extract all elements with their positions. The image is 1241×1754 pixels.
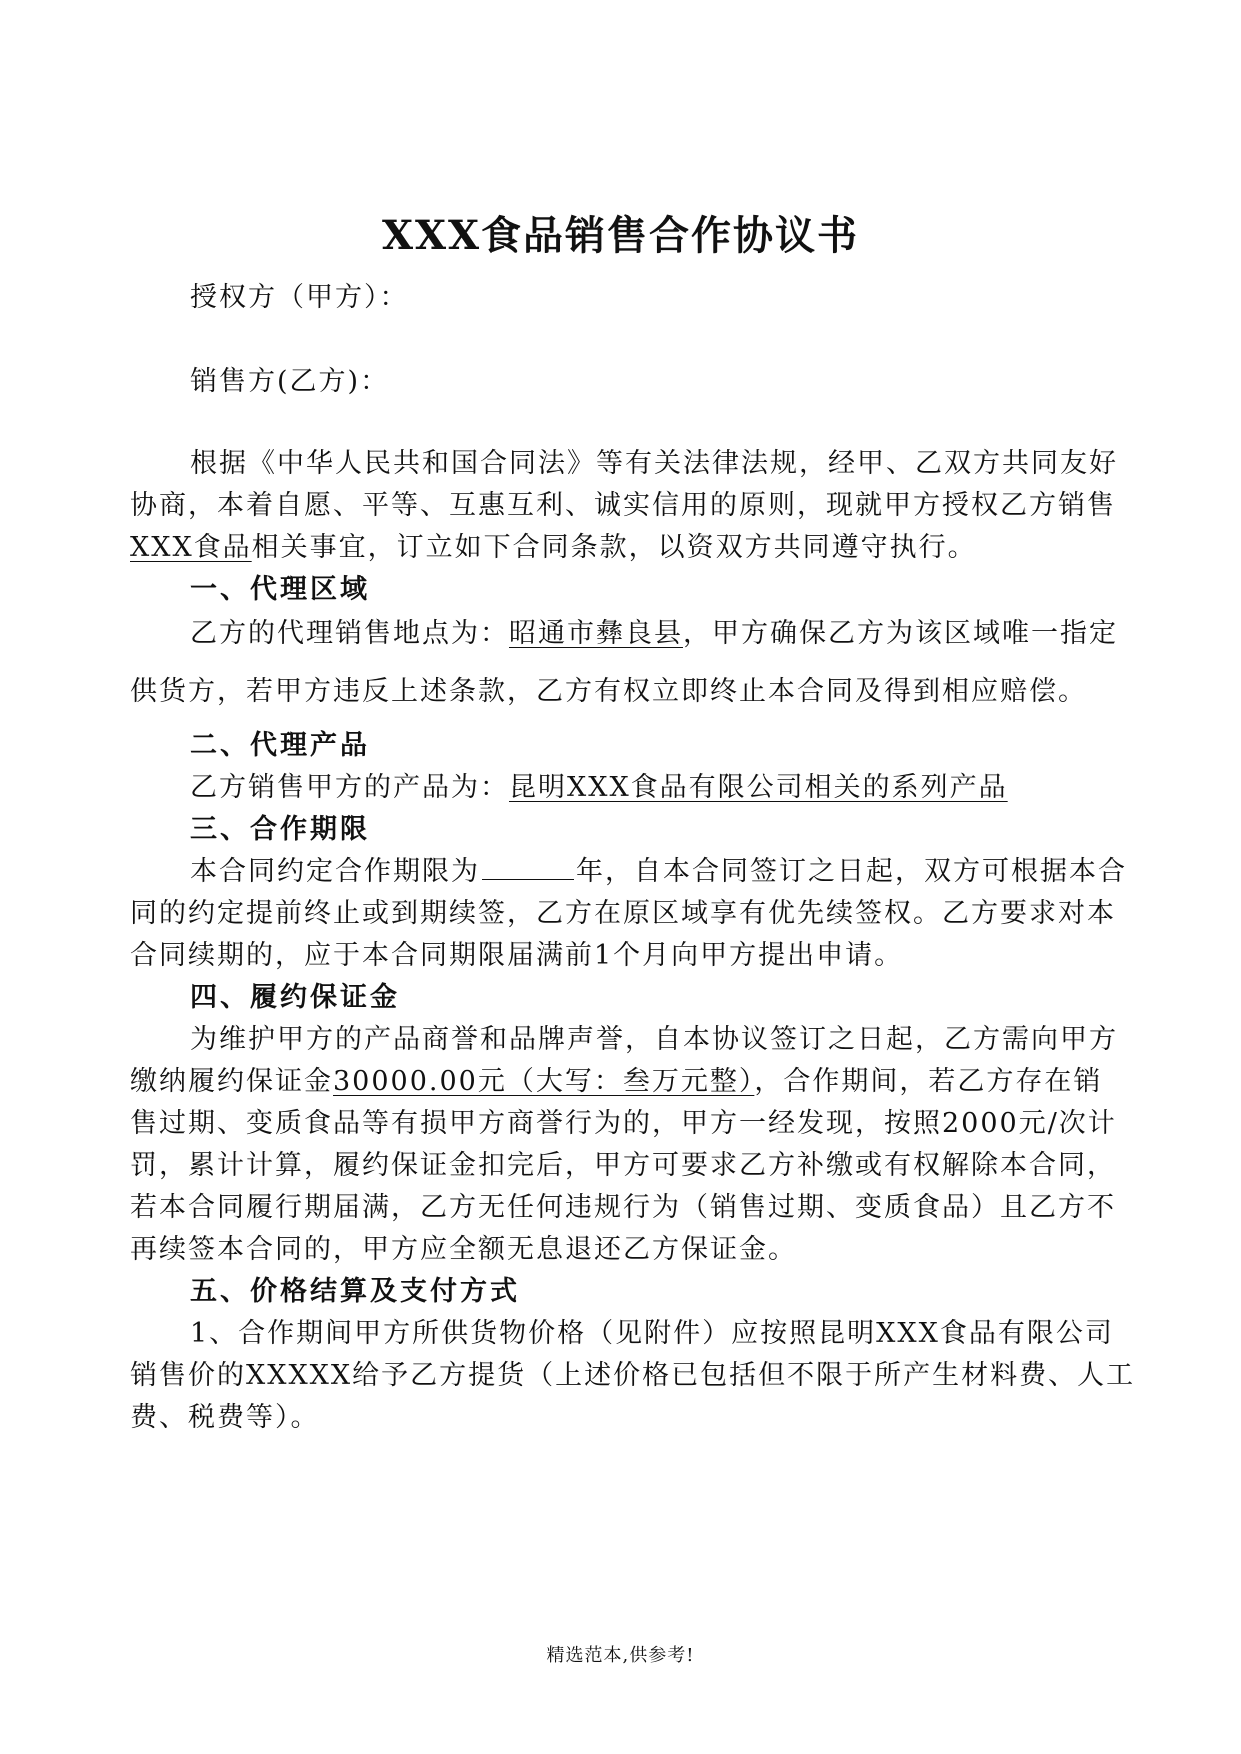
- section-4-line-2: [130, 1062, 1102, 1102]
- section-3-line-1-pre: 本合同约定合作期限为: [190, 856, 480, 887]
- section-4-line-3: 售过期、变质食品等有损甲方商誉行为的，甲方一经发现，按照2000元/次计: [130, 1108, 1117, 1139]
- party-b-label: 销售方(乙方)：: [190, 366, 390, 397]
- sales-region: 昭通市彝良县: [509, 618, 683, 649]
- intro-line-2: 协商，本着自愿、平等、互惠互利、诚实信用的原则，现就甲方授权乙方销售: [130, 490, 1116, 521]
- section-4-line-1: 为维护甲方的产品商誉和品牌声誉，自本协议签订之日起，乙方需向甲方: [190, 1024, 1118, 1055]
- deposit-amount: 30000.00元（大写：叁万元整）: [333, 1066, 755, 1097]
- section-3-line-1-post: 年，自本合同签订之日起，双方可根据本合: [576, 856, 1127, 887]
- section-4-line-6: 再续签本合同的，甲方应全额无息退还乙方保证金。: [130, 1234, 797, 1265]
- section-2-line-1-pre: 乙方销售甲方的产品为：: [190, 772, 509, 803]
- intro-line-3-rest: 相关事宜，订立如下合同条款，以资双方共同遵守执行。: [251, 532, 977, 563]
- section-1-line-2: 供货方，若甲方违反上述条款，乙方有权立即终止本合同及得到相应赔偿。: [130, 676, 1087, 707]
- section-1-line-1-pre: 乙方的代理销售地点为：: [190, 618, 509, 649]
- section-4-line-2-post: ，合作期间，若乙方存在销: [754, 1066, 1103, 1097]
- intro-line-1: 根据《中华人民共和国合同法》等有关法律法规，经甲、乙双方共同友好: [190, 448, 1118, 479]
- section-3-line-1: [190, 852, 1127, 892]
- term-years-blank: [482, 855, 574, 880]
- product-name-underlined: XXX食品: [130, 532, 252, 563]
- section-5-line-3: 费、税费等）。: [130, 1402, 320, 1433]
- products-underlined: 昆明XXX食品有限公司相关的系列产品: [509, 772, 1008, 803]
- section-3-heading: 三、合作期限: [190, 814, 370, 845]
- intro-line-3: [130, 528, 977, 568]
- section-4-line-4: 罚，累计计算，履约保证金扣完后，甲方可要求乙方补缴或有权解除本合同，: [130, 1150, 1116, 1181]
- section-4-line-5: 若本合同履行期届满，乙方无任何违规行为（销售过期、变质食品）且乙方不: [130, 1192, 1116, 1223]
- section-4-line-2-pre: 缴纳履约保证金: [130, 1066, 333, 1097]
- document-title: XXX食品销售合作协议书: [381, 212, 860, 259]
- section-5-line-1: 1、合作期间甲方所供货物价格（见附件）应按照昆明XXX食品有限公司: [190, 1318, 1114, 1349]
- section-4-heading: 四、履约保证金: [190, 982, 400, 1013]
- section-5-heading: 五、价格结算及支付方式: [190, 1276, 520, 1307]
- section-3-line-3: 合同续期的，应于本合同期限届满前1个月向甲方提出申请。: [130, 940, 904, 971]
- section-5-line-2: 销售价的XXXXX给予乙方提货（上述价格已包括但不限于所产生材料费、人工: [130, 1360, 1136, 1391]
- section-1-line-1: [190, 614, 1118, 654]
- section-1-line-1-post: ，甲方确保乙方为该区域唯一指定: [683, 618, 1118, 649]
- section-1-heading: 一、代理区域: [190, 574, 370, 605]
- section-2-line-1: [190, 768, 1008, 808]
- section-2-heading: 二、代理产品: [190, 730, 370, 761]
- party-a-label: 授权方（甲方）：: [190, 282, 409, 313]
- page-footer: 精选范本,供参考!: [546, 1645, 695, 1666]
- section-3-line-2: 同的约定提前终止或到期续签，乙方在原区域享有优先续签权。乙方要求对本: [130, 898, 1116, 929]
